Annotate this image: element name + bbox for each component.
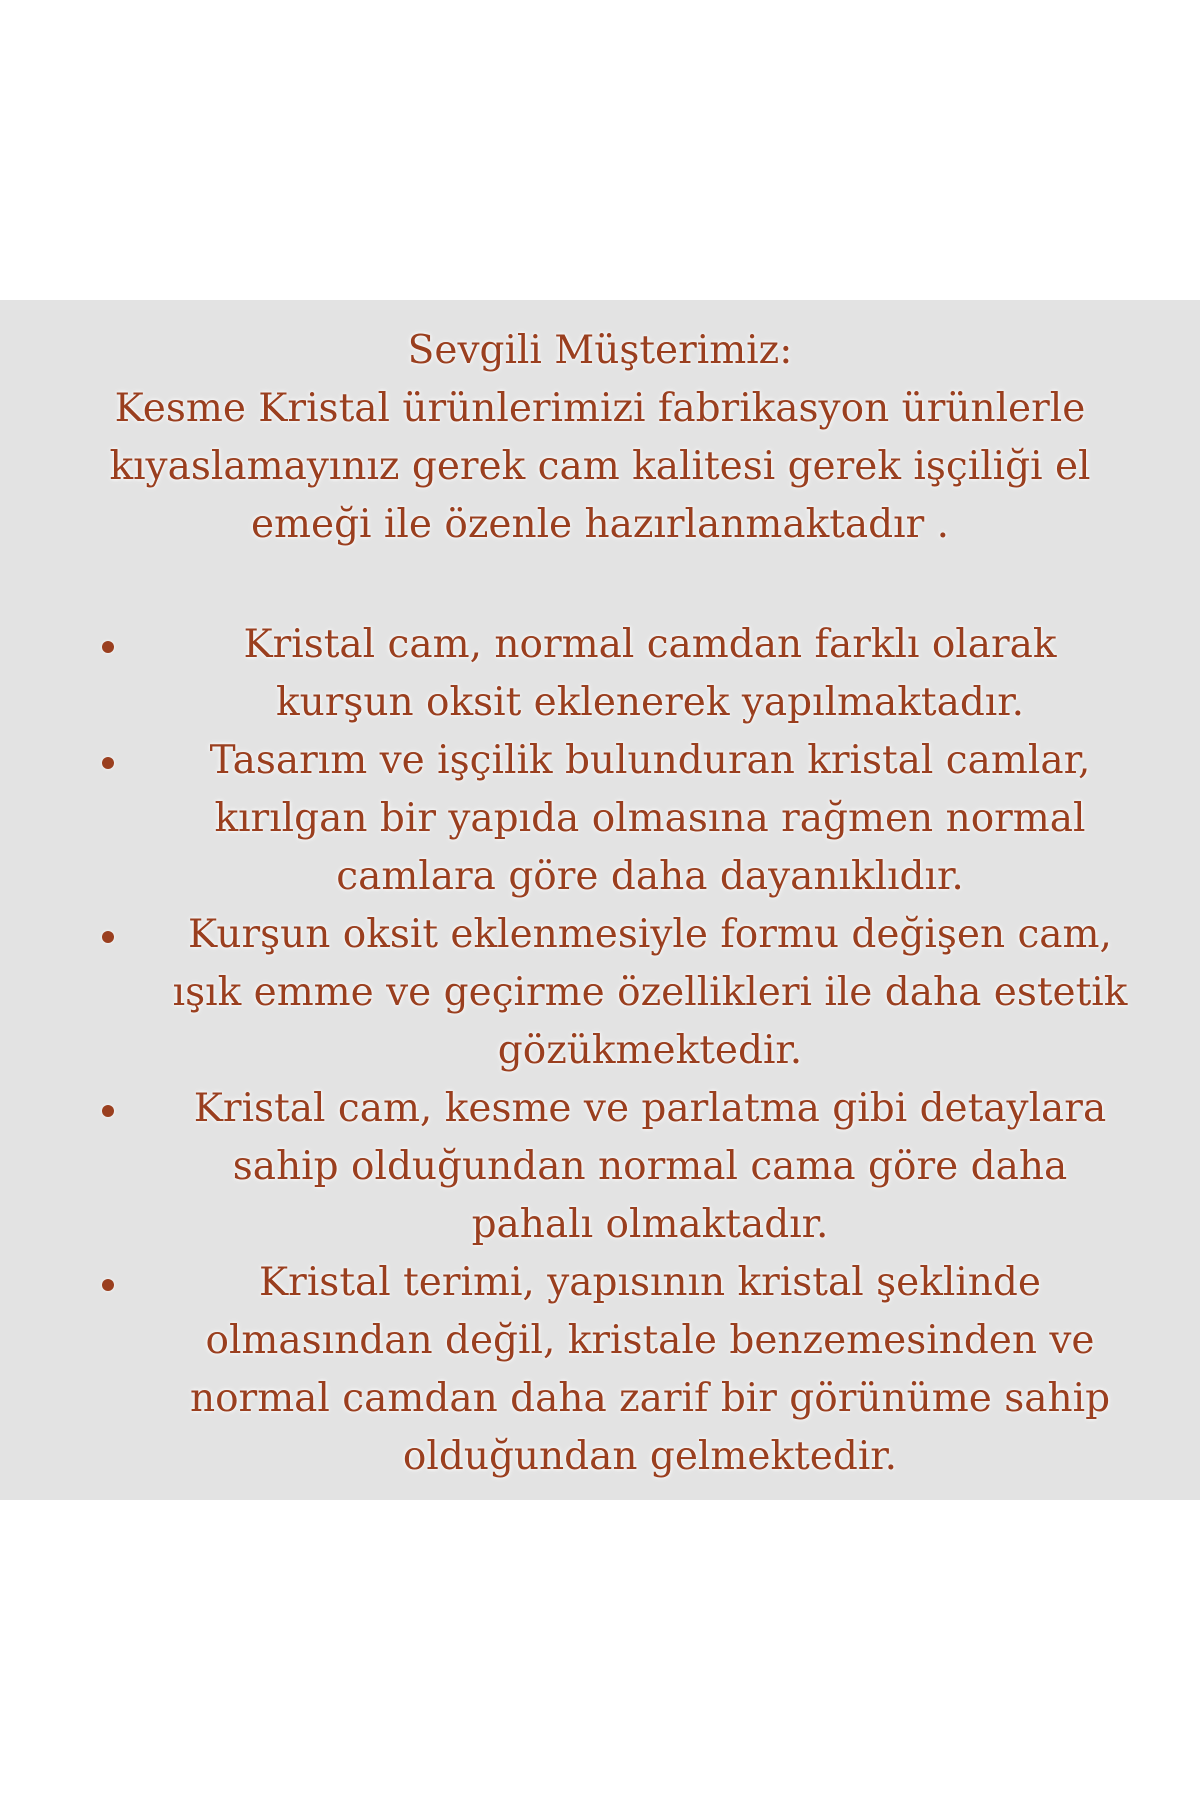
bullet-icon — [102, 1279, 114, 1291]
feature-text — [150, 732, 1150, 906]
feature-text — [150, 906, 1150, 1080]
feature-line: ışık emme ve geçirme özellikleri ile daha estetik — [172, 970, 1128, 1015]
feature-text — [150, 1254, 1150, 1486]
bullet-icon — [102, 931, 114, 943]
feature-line: Kristal cam, kesme ve parlatma gibi detaylara — [193, 1086, 1107, 1131]
feature-item — [0, 616, 1200, 732]
bullet-icon — [102, 757, 114, 769]
feature-item — [0, 732, 1200, 906]
feature-line: Kristal terimi, yapısının kristal şeklinde — [259, 1260, 1041, 1305]
feature-line: sahip olduğundan normal cama göre daha — [232, 1144, 1068, 1189]
feature-line: Kurşun oksit eklenmesiyle formu değişen cam, — [188, 912, 1112, 957]
bullet-icon — [102, 1105, 114, 1117]
feature-line: kurşun oksit eklenerek yapılmaktadır. — [275, 680, 1025, 725]
feature-text — [150, 616, 1150, 732]
intro-line: kıyaslamayınız gerek cam kalitesi gerek işçiliği el — [109, 444, 1091, 489]
feature-line: olduğundan gelmektedir. — [402, 1434, 898, 1479]
feature-line: pahalı olmaktadır. — [471, 1202, 829, 1247]
notice-panel — [0, 300, 1200, 1500]
feature-line: camlara göre daha dayanıklıdır. — [336, 854, 964, 899]
bullet-icon — [102, 641, 114, 653]
feature-line: olmasından değil, kristale benzemesinden ve — [205, 1318, 1095, 1363]
intro-paragraph — [80, 380, 1120, 554]
feature-list — [0, 616, 1200, 1486]
feature-line: Kristal cam, normal camdan farklı olarak — [243, 622, 1057, 667]
intro-line: emeği ile özenle hazırlanmaktadır . — [250, 502, 950, 547]
feature-line: Tasarım ve işçilik bulunduran kristal camlar, — [209, 738, 1091, 783]
feature-line: gözükmektedir. — [497, 1028, 803, 1073]
feature-item — [0, 1080, 1200, 1254]
feature-line: kırılgan bir yapıda olmasına rağmen normal — [214, 796, 1086, 841]
intro-line: Kesme Kristal ürünlerimizi fabrikasyon ürünlerle — [114, 386, 1086, 431]
feature-text — [150, 1080, 1150, 1254]
feature-item — [0, 1254, 1200, 1486]
greeting-heading: Sevgili Müşterimiz: — [407, 328, 793, 373]
feature-item — [0, 906, 1200, 1080]
feature-line: normal camdan daha zarif bir görünüme sahip — [189, 1376, 1111, 1421]
